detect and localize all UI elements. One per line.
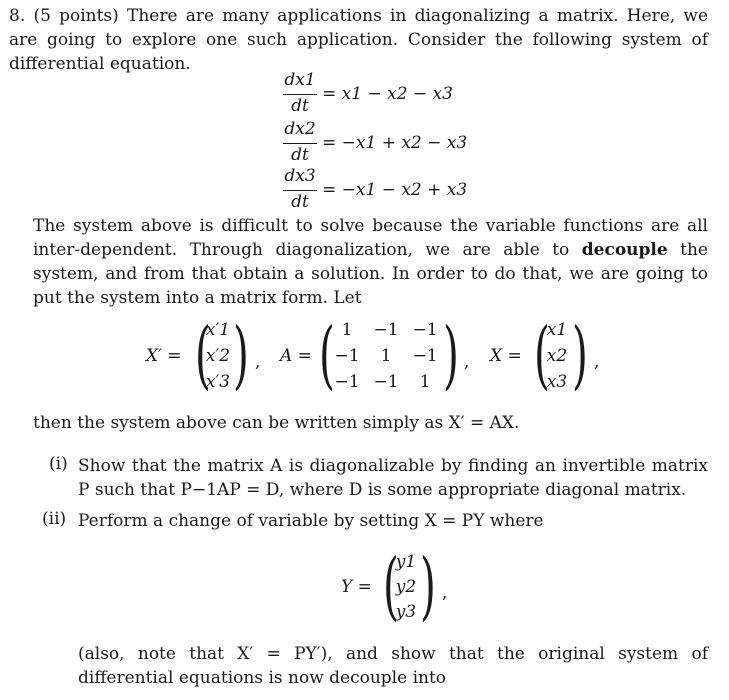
item-i-text: Show that the matrix A is diagonalizable by finding an invertible matrix P such that P−1AP = D, where D is some appropriate diagonal matrix. — [78, 456, 708, 500]
eq2-denominator: dt — [291, 145, 309, 165]
paragraph2-after: the system, and from that obtain a solution. In order to do that, we are going to put the system into a matrix form. Let — [33, 240, 708, 308]
xprime-entry: x′3 — [205, 372, 231, 392]
comma: , — [594, 352, 600, 372]
problem-number: 8. — [9, 6, 26, 26]
then-line: then the system above can be written simply as X′ = AX. — [33, 413, 520, 433]
xprime-entry: x′1 — [205, 320, 231, 340]
xprime-left-paren: ( — [195, 312, 211, 398]
eq1-rhs: = x1 − x2 − x3 — [322, 84, 453, 104]
y-entry: y3 — [395, 602, 417, 622]
x-entry: x3 — [546, 372, 568, 392]
a-cell: 1 — [380, 346, 392, 366]
a-cell: 1 — [341, 320, 353, 340]
y-right-paren: ) — [420, 543, 436, 629]
paragraph2-bold: decouple — [581, 240, 668, 260]
decouple-paragraph — [33, 214, 708, 310]
last-paragraph: (also, note that X′ = PY′), and show that the original system of differential equations is now decouple into — [78, 644, 708, 688]
xprime-entry: x′2 — [205, 346, 231, 366]
a-cell: −1 — [334, 346, 360, 366]
a-cell: −1 — [412, 320, 438, 340]
eq2-rhs: = −x1 + x2 − x3 — [322, 133, 468, 153]
item-i-marker: (i) — [49, 454, 68, 474]
comma: , — [464, 352, 470, 372]
problem-intro — [9, 4, 708, 76]
xprime-right-paren: ) — [233, 312, 249, 398]
a-cell: −1 — [412, 346, 438, 366]
x-left-paren: ( — [534, 312, 550, 398]
x-entry: x2 — [546, 346, 568, 366]
a-label: A = — [280, 346, 312, 366]
eq3-numerator: dx3 — [284, 166, 316, 186]
y-entry: y1 — [395, 552, 417, 572]
comma: , — [255, 352, 261, 372]
item-ii-text: Perform a change of variable by setting X = PY where — [78, 511, 544, 531]
a-cell: 1 — [419, 372, 431, 392]
item-ii-marker: (ii) — [42, 509, 67, 529]
eq3-rhs: = −x1 − x2 + x3 — [322, 180, 468, 200]
comma: , — [442, 583, 448, 603]
a-cell: −1 — [373, 320, 399, 340]
a-right-paren: ) — [443, 312, 459, 398]
y-label: Y = — [341, 577, 372, 597]
a-left-paren: ( — [319, 312, 335, 398]
a-cell: −1 — [334, 372, 360, 392]
eq1-fraction-bar — [283, 94, 317, 95]
x-entry: x1 — [546, 320, 568, 340]
problem-intro-text: There are many applications in diagonalizing a matrix. Here, we are going to explore one such application. Consider the following system of differential equation. — [9, 6, 709, 74]
eq1-denominator: dt — [291, 96, 309, 116]
eq1-numerator: dx1 — [284, 70, 316, 90]
paragraph2-before: The system above is difficult to solve because the variable functions are all inter-dependent. Through diagonalization, we are able to — [33, 216, 708, 260]
y-entry: y2 — [395, 577, 417, 597]
x-right-paren: ) — [572, 312, 588, 398]
x-label: X = — [490, 346, 522, 366]
a-cell: −1 — [373, 372, 399, 392]
xprime-label: X′ = — [146, 346, 182, 366]
eq2-numerator: dx2 — [284, 119, 316, 139]
eq2-fraction-bar — [283, 143, 317, 144]
problem-points: (5 points) — [33, 6, 119, 26]
y-left-paren: ( — [383, 543, 399, 629]
eq3-denominator: dt — [291, 192, 309, 212]
eq3-fraction-bar — [283, 190, 317, 191]
